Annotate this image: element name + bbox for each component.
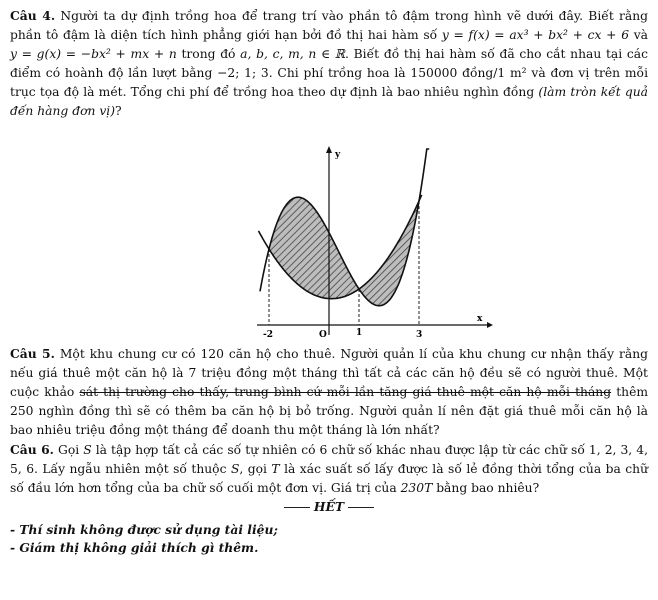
end-rule-right (348, 507, 374, 508)
y-axis-arrow-icon (326, 146, 332, 153)
question-5-text: Câu 5. Một khu chung cư có 120 căn hộ cho thuê. Người quản lí của khu chung cư nhận thấy rằng nếu giá thuê một căn hộ là 7 triệu đồng một tháng thì tất cả các căn hộ đều sẽ có người thuê. Một cuộc khảo sát thị trường cho thấy, trung bình cứ mỗi lần tăng giá thuê một căn hộ mỗi tháng thêm 250 nghìn đồng thì sẽ có thêm ba căn hộ bị bỏ trống. Người quản lí nên đặt giá thuê mỗi căn hộ là bao nhiêu triệu đồng một tháng để doanh thu một tháng là lớn nhất? (10, 346, 649, 437)
note-1: - Thí sinh không được sử dụng tài liệu; (10, 522, 278, 537)
end-marker (0, 499, 658, 514)
graph-figure (255, 145, 495, 340)
question-4-label: Câu 4. (10, 8, 56, 23)
question-6 (10, 440, 648, 498)
question-4-text: Câu 4. Người ta dự định trồng hoa để trang trí vào phần tô đậm trong hình vẽ dưới đây. Biết rằng phần tô đậm là diện tích hình phẳng giới hạn bởi đồ thị hai hàm số y = f(x) = ax³ + bx² + cx + 6 và y = g(x) = −bx² + mx + n trong đó a, b, c, m, n ∈ ℝ. Biết đồ thị hai hàm số đã cho cắt nhau tại các điểm có hoành độ lần lượt bằng −2; 1; 3. Chi phí trồng hoa là 150000 đồng/1 m² và đơn vị trên mỗi trục tọa độ là mét. Tổng chi phí để trồng hoa theo dự định là bao nhiêu nghìn đồng (làm tròn kết quả đến hàng đơn vị)? (10, 8, 649, 118)
question-5-label: Câu 5. (10, 346, 55, 361)
end-label: HẾT (313, 499, 345, 514)
shaded-region-right (359, 201, 419, 306)
tick-label-neg2: -2 (263, 330, 273, 340)
y-axis-label: y (335, 150, 341, 160)
note-2: - Giám thị không giải thích gì thêm. (10, 540, 259, 555)
parameters: a, b, c, m, n ∈ ℝ (240, 47, 346, 61)
shaded-region-left (269, 197, 359, 299)
origin-label: O (319, 330, 327, 340)
question-4 (10, 6, 648, 121)
function-g: y = g(x) = −bx² + mx + n (10, 47, 177, 61)
question-6-text: Câu 6. Gọi S là tập hợp tất cả các số tự nhiên có 6 chữ số khác nhau được lập từ các chữ số 1, 2, 3, 4, 5, 6. Lấy ngẫu nhiên một số thuộc S, gọi T là xác suất số lấy được là số lẻ đồng thời tổng của ba chữ số đầu lớn hơn tổng của ba chữ số cuối một đơn vị. Giá trị của 230T bằng bao nhiêu? (10, 442, 649, 495)
end-rule-left (284, 507, 310, 508)
function-f: y = f(x) = ax³ + bx² + cx + 6 (441, 28, 630, 42)
question-6-label: Câu 6. (10, 442, 54, 457)
x-axis-label: x (477, 314, 483, 324)
x-axis-arrow-icon (487, 322, 493, 328)
question-5 (10, 344, 648, 440)
tick-label-3: 3 (416, 330, 423, 340)
exam-notes (10, 521, 648, 557)
tick-label-1: 1 (356, 328, 363, 338)
